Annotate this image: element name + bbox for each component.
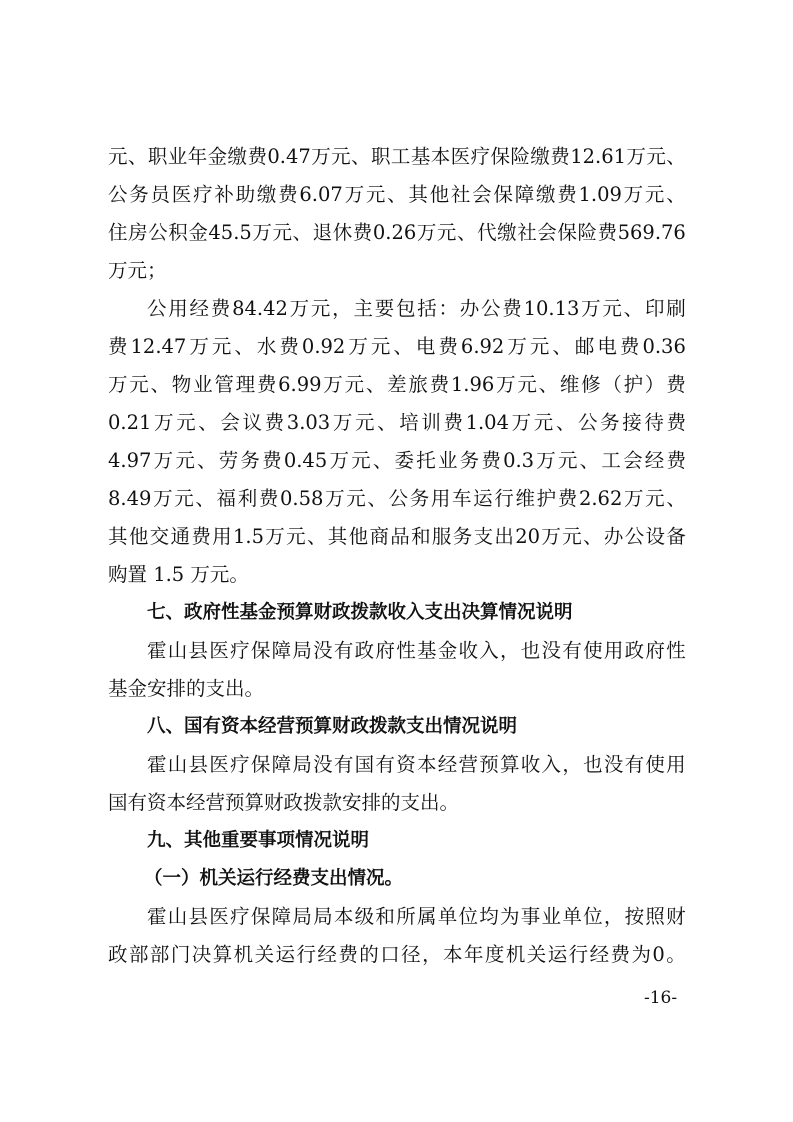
section-heading-8: 八、国有资本经营预算财政拨款支出情况说明 (147, 716, 518, 737)
section-8-body (108, 746, 686, 822)
text-line: 住 房 公 积 金 45.5 万 元 、 退 休 费 0.26 万 元 、 代 缴 社 会 保 险 费 569.76 (108, 221, 686, 244)
sub-heading-operating-expenses: （一）机关运行经费支出情况。 (144, 868, 404, 889)
text-line: 国有资本经营预算财政拨款安排的支出。 (108, 791, 460, 814)
section-heading-7: 七、政府性基金预算财政拨款收入支出决算情况说明 (147, 602, 573, 623)
text-line: 霍 山 县 医 疗 保 障 局 局 本 级 和 所 属 单 位 均 为 事 业 单 位 ， 按 照 财 (147, 905, 686, 928)
text-line: 元 、 职 业 年 金 缴 费 0.47 万 元 、 职 工 基 本 医 疗 保 险 缴 费 12.61 万 元 、 (108, 145, 686, 168)
text-line: 4.97 万 元 、 劳 务 费 0.45 万 元 、 委 托 业 务 费 0.3 万 元 、 工 会 经 费 (108, 449, 686, 472)
page-number: -16- (644, 988, 678, 1008)
text-line: 费 12.47 万 元 、 水 费 0.92 万 元 、 电 费 6.92 万 元 、 邮 电 费 0.36 (108, 335, 686, 358)
text-line: 0.21 万 元 、 会 议 费 3.03 万 元 、 培 训 费 1.04 万 元 、 公 务 接 待 费 (108, 411, 686, 434)
text-line: 公 务 员 医 疗 补 助 缴 费 6.07 万 元 、 其 他 社 会 保 障 缴 费 1.09 万 元 、 (108, 183, 686, 206)
paragraph-public-expenses (108, 290, 686, 594)
section-9-body (108, 898, 686, 974)
section-heading-9: 九、其他重要事项情况说明 (147, 830, 370, 851)
text-line: 其 他 交 通 费 用 1.5 万 元 、 其 他 商 品 和 服 务 支 出 20 万 元 、 办 公 设 备 (108, 525, 686, 548)
paragraph-personnel-expenses (108, 138, 686, 290)
text-line: 购置 1.5 万元。 (108, 563, 249, 586)
text-line: 霍 山 县 医 疗 保 障 局 没 有 政 府 性 基 金 收 入 ， 也 没 有 使 用 政 府 性 (147, 639, 686, 662)
text-line: 政 部 部 门 决 算 机 关 运 行 经 费 的 口 径 ， 本 年 度 机 关 运 行 经 费 为 0 。 (108, 943, 686, 966)
text-line: 公 用 经 费 84.42 万 元 ， 主 要 包 括 ： 办 公 费 10.13 万 元 、 印 刷 (147, 297, 686, 320)
text-line: 霍 山 县 医 疗 保 障 局 没 有 国 有 资 本 经 营 预 算 收 入 ， 也 没 有 使 用 (147, 753, 686, 776)
section-7-body (108, 632, 686, 708)
text-line: 万元； (108, 259, 167, 282)
document-body (108, 138, 686, 974)
text-line: 万 元 、 物 业 管 理 费 6.99 万 元 、 差 旅 费 1.96 万 元 、 维 修 （ 护 ） 费 (108, 373, 686, 396)
text-line: 基金安排的支出。 (108, 677, 265, 700)
text-line: 8.49 万 元 、 福 利 费 0.58 万 元 、 公 务 用 车 运 行 维 护 费 2.62 万 元 、 (108, 487, 686, 510)
